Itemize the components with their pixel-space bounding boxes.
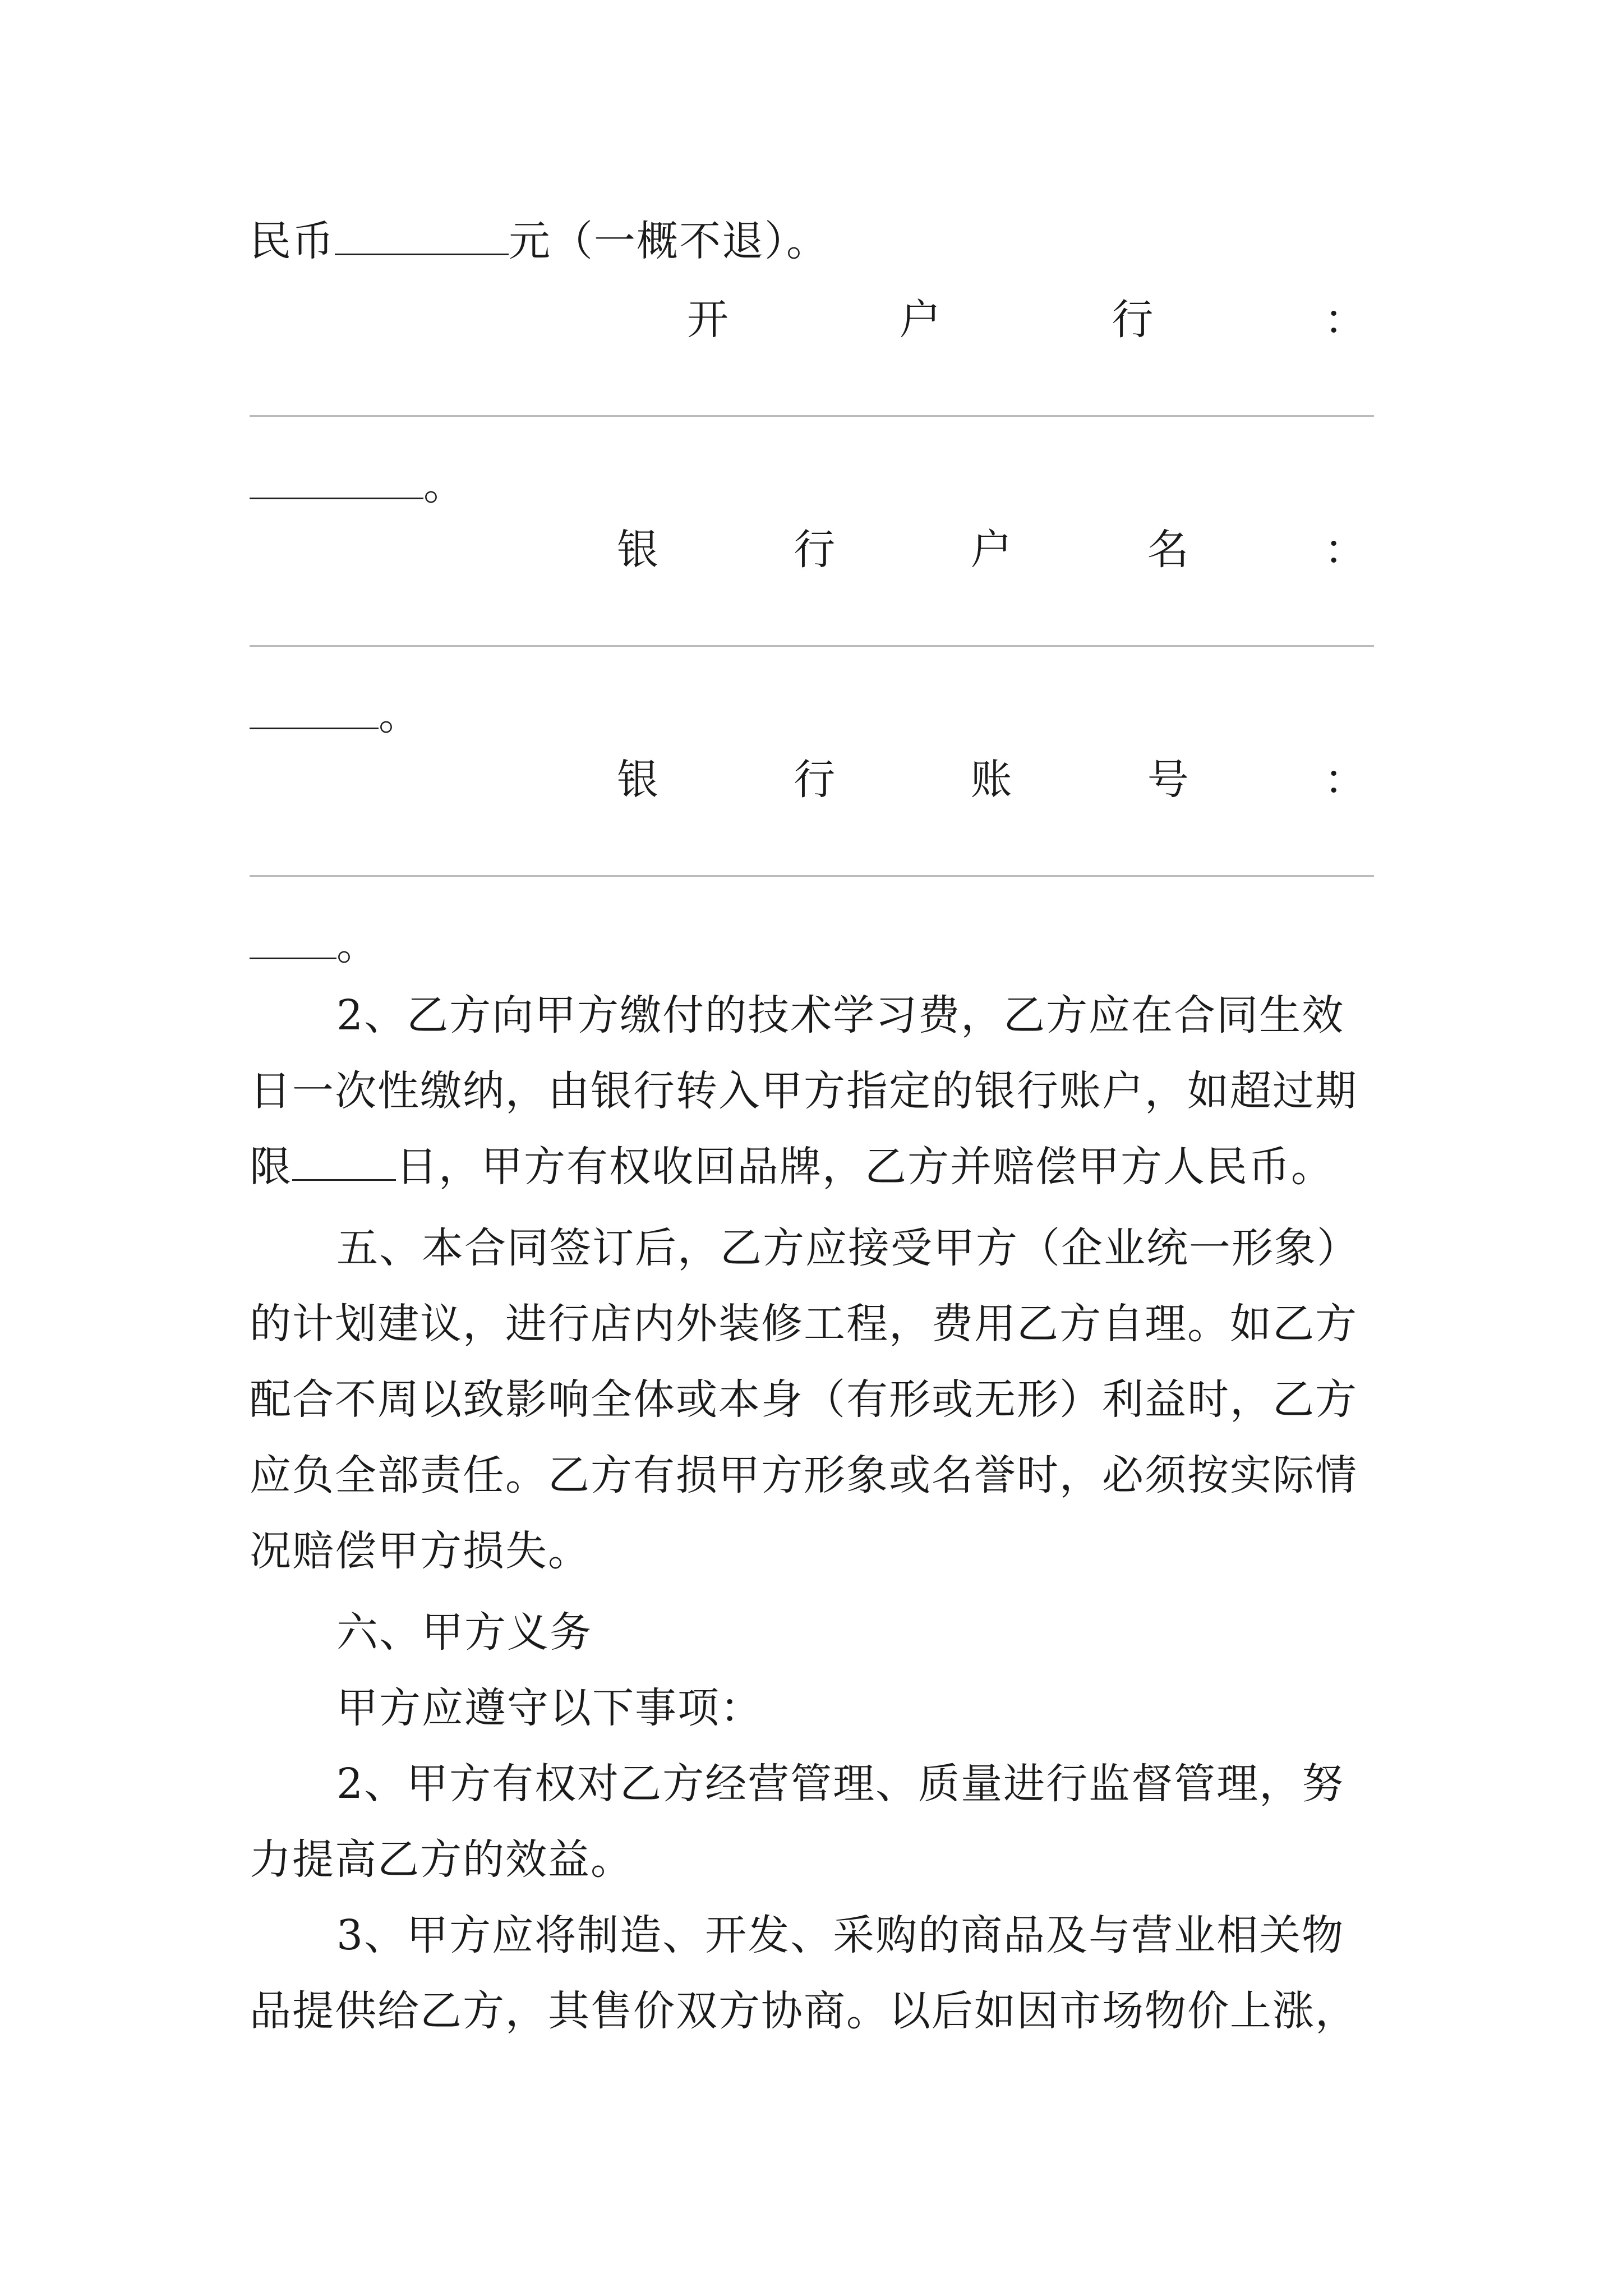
- char: 开: [687, 296, 728, 344]
- char: ：: [1324, 526, 1366, 574]
- text-line: [250, 213, 1382, 269]
- text-fragment: 。: [423, 461, 466, 509]
- text-line: 五、本合同签订后，乙方应接受甲方（企业统一形象）: [336, 1224, 1359, 1272]
- text-line: 力提高乙方的效益。: [250, 1835, 633, 1884]
- section-heading: 六、甲方义务: [336, 1608, 592, 1657]
- text-line: 2、甲方有权对乙方经营管理、质量进行监督管理，努: [336, 1760, 1345, 1808]
- fill-blank: [250, 458, 423, 499]
- text-fragment: 民币: [250, 217, 335, 265]
- char: ：: [1324, 296, 1366, 344]
- char: 行: [794, 526, 836, 574]
- text-fragment: 。: [336, 921, 379, 969]
- text-line: 2、乙方向甲方缴付的技术学习费，乙方应在合同生效: [336, 991, 1345, 1039]
- text-line: [250, 1139, 1382, 1195]
- char: 名: [1147, 526, 1189, 574]
- text-line: 况赔偿甲方损失。: [250, 1527, 591, 1575]
- text-fragment: 元（一概不退）。: [509, 217, 829, 265]
- text-line: 应负全部责任。乙方有损甲方形象或名誉时，必须按实际情: [250, 1451, 1358, 1499]
- fill-blank: [250, 688, 379, 729]
- text-fragment: 日，甲方有权收回品牌，乙方并赔偿甲方人民币。: [396, 1143, 1334, 1191]
- fill-rule: [250, 645, 1374, 647]
- fill-blank: [250, 918, 336, 959]
- char: 行: [1112, 296, 1154, 344]
- char: ：: [1324, 756, 1366, 804]
- text-line: 配合不周以致影响全体或本身（有形或无形）利益时，乙方: [250, 1375, 1358, 1424]
- text-fragment: 限: [250, 1143, 292, 1191]
- text-line: 日一次性缴纳，由银行转入甲方指定的银行账户，如超过期: [250, 1067, 1358, 1115]
- text-line: [250, 687, 1382, 743]
- fill-rule: [250, 875, 1374, 877]
- text-line: [250, 457, 1382, 513]
- text-line: 的计划建议，进行店内外装修工程，费用乙方自理。如乙方: [250, 1300, 1358, 1348]
- text-line: 3、甲方应将制造、开发、采购的商品及与营业相关物: [336, 1911, 1345, 1959]
- fill-blank: [292, 1140, 396, 1181]
- char: 账: [970, 756, 1012, 804]
- char: 银: [617, 526, 658, 574]
- char: 户: [899, 296, 941, 344]
- bank-open-label: [687, 292, 1366, 348]
- bank-name-label: [617, 522, 1366, 578]
- text-line: 甲方应遵守以下事项：: [336, 1684, 763, 1732]
- fill-blank: [335, 214, 509, 255]
- char: 行: [794, 756, 836, 804]
- text-line: [250, 917, 1382, 973]
- fill-rule: [250, 415, 1374, 417]
- char: 户: [970, 526, 1012, 574]
- char: 号: [1147, 756, 1189, 804]
- bank-account-label: [617, 752, 1366, 808]
- text-line: 品提供给乙方，其售价双方协商。以后如因市场物价上涨，: [250, 1987, 1358, 2035]
- char: 银: [617, 756, 658, 804]
- text-fragment: 。: [379, 691, 421, 739]
